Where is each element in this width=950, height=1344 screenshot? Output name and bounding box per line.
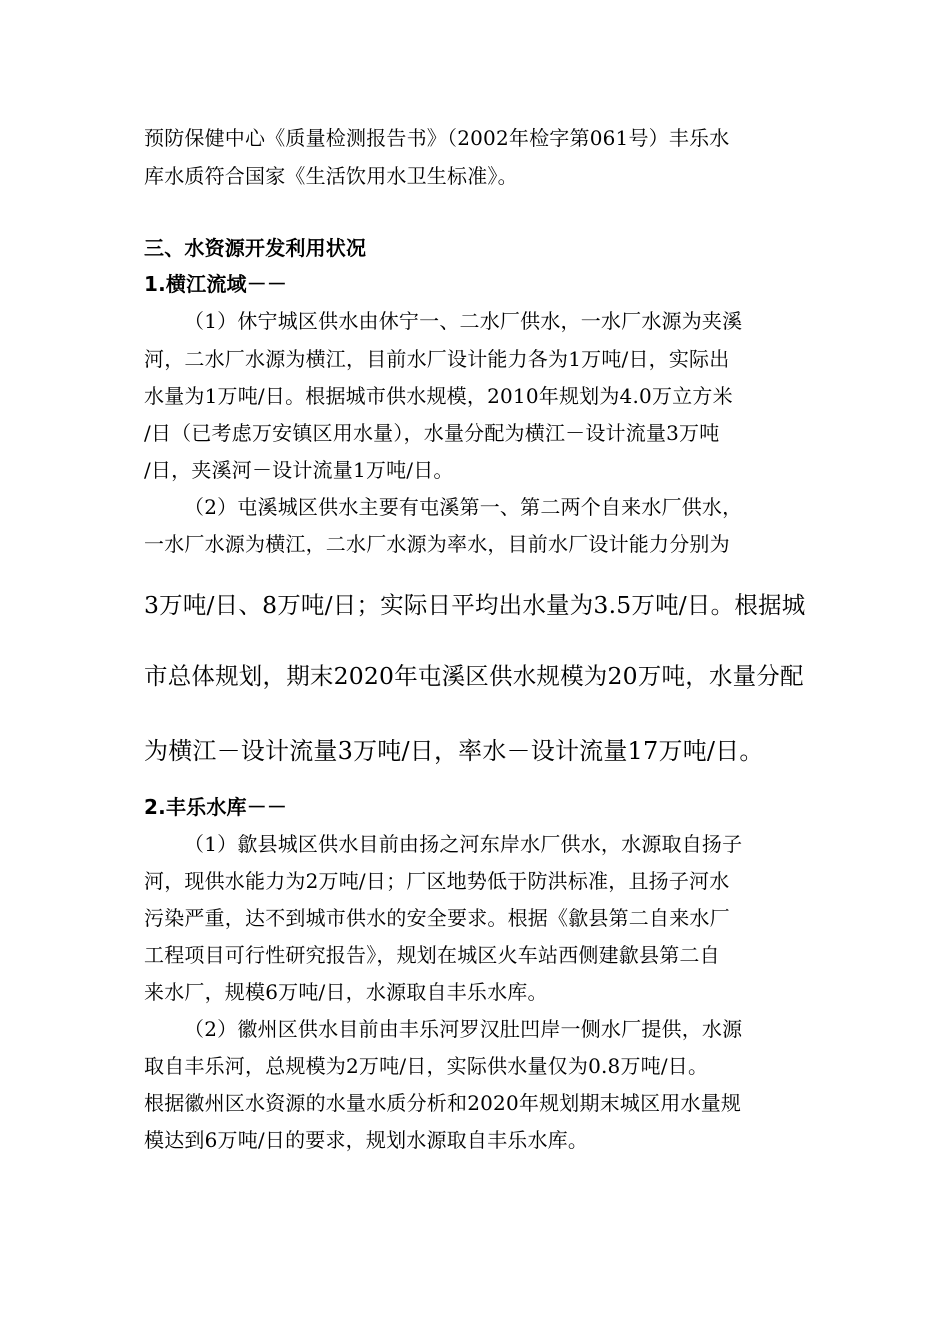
paragraph-line: 污染严重，达不到城市供水的安全要求。根据《歙县第二自来水厂 [144,906,730,930]
paragraph-line: /日（已考虑万安镇区用水量），水量分配为横江－设计流量3万吨 [144,421,720,445]
text-line: 预防保健中心《质量检测报告书》（2002年检字第061号）丰乐水 [144,126,730,150]
paragraph-line: 河，现供水能力为2万吨/日；厂区地势低于防洪标准，且扬子河水 [144,869,730,893]
paragraph-line: 根据徽州区水资源的水量水质分析和2020年规划期末城区用水量规 [144,1091,742,1115]
subsection-heading: 2.丰乐水库－－ [144,795,288,819]
section-heading: 三、水资源开发利用状况 [144,236,367,260]
paragraph-line: （2）徽州区供水目前由丰乐河罗汉肚凹岸一侧水厂提供，水源 [184,1017,743,1041]
paragraph-line: （2）屯溪城区供水主要有屯溪第一、第二两个自来水厂供水， [184,495,743,519]
paragraph-line: 水量为1万吨/日。根据城市供水规模，2010年规划为4.0万立方米 [144,384,733,408]
paragraph-line: 一水厂水源为横江，二水厂水源为率水，目前水厂设计能力分别为 [144,532,730,556]
paragraph-line: （1）休宁城区供水由休宁一、二水厂供水，一水厂水源为夹溪 [184,309,743,333]
paragraph-line: （1）歙县城区供水目前由扬之河东岸水厂供水，水源取自扬子 [184,832,743,856]
subsection-heading: 1.横江流域－－ [144,272,288,296]
paragraph-line: 来水厂，规模6万吨/日，水源取自丰乐水库。 [144,980,548,1004]
paragraph-line: 3万吨/日、8万吨/日；实际日平均出水量为3.5万吨/日。根据城 [144,591,806,619]
text-line: 库水质符合国家《生活饮用水卫生标准》。 [144,164,518,188]
paragraph-line: 取自丰乐河，总规模为2万吨/日，实际供水量仅为0.8万吨/日。 [144,1054,709,1078]
paragraph-line: 河，二水厂水源为横江，目前水厂设计能力各为1万吨/日，实际出 [144,347,730,371]
paragraph-line: 为横江－设计流量3万吨/日，率水－设计流量17万吨/日。 [144,737,764,765]
paragraph-line: 工程项目可行性研究报告》，规划在城区火车站西侧建歙县第二自 [144,943,720,967]
paragraph-line: /日，夹溪河－设计流量1万吨/日。 [144,458,454,482]
paragraph-line: 模达到6万吨/日的要求，规划水源取自丰乐水库。 [144,1128,589,1152]
paragraph-line: 市总体规划，期末2020年屯溪区供水规模为20万吨，水量分配 [144,662,804,690]
